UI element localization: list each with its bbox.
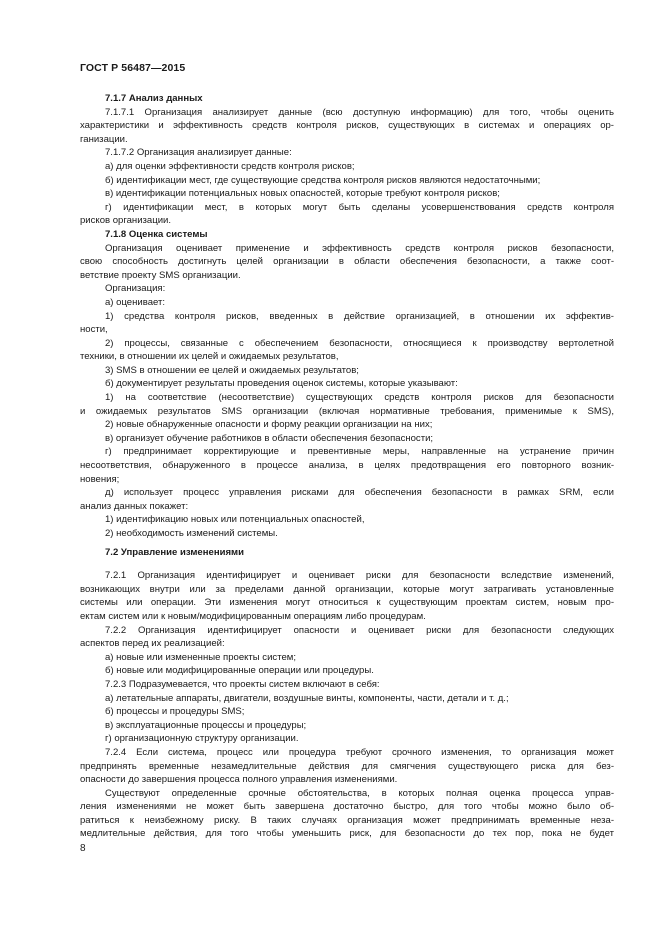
list-item: б) процессы и процедуры SMS;: [105, 706, 245, 718]
paragraph-line: предпринять временные незамедлительные действия для смягчения существующего риска для без-: [80, 760, 614, 772]
paragraph-line: Организация:: [105, 283, 166, 295]
list-item: 2) процессы, связанные с обеспечением безопасности, относящиеся к производству вертолетной: [105, 337, 614, 349]
list-item: г) предпринимает корректирующие и превентивные меры, направленные на устранение причин: [105, 446, 614, 458]
list-item: б) документирует результаты проведения оценок системы, которые указывают:: [105, 378, 458, 390]
list-item: а) для оценки эффективности средств контроля рисков;: [105, 160, 355, 172]
list-item: в) идентификации потенциальных новых опасностей, которые требуют контроля рисков;: [105, 188, 500, 200]
list-item: в) организует обучение работников в области обеспечения безопасности;: [105, 432, 434, 444]
list-item: д) использует процесс управления рисками для обеспечения безопасности в рамках SRM, если: [105, 487, 614, 499]
list-item: а) новые или измененные проекты систем;: [105, 651, 296, 663]
paragraph-line: техники, в отношении их целей и ожидаемых результатов,: [80, 351, 339, 363]
page-number: 8: [80, 843, 86, 854]
paragraph-line: характеристики и эффективность средств контроля рисков, существующих в системах и операциях ор-: [80, 120, 614, 132]
paragraph-line: 7.2.3 Подразумевается, что проекты систем включают в себя:: [105, 678, 380, 690]
paragraph-line: системы или операции. Эти изменения могут относиться к существующим проектам систем, новым про-: [80, 597, 614, 609]
paragraph-line: 7.2.1 Организация идентифицирует и оценивает риски для безопасности вследствие изменений,: [105, 570, 614, 582]
list-item: г) идентификации мест, в которых могут быть сделаны усовершенствования средств контроля: [105, 201, 614, 213]
list-item: б) идентификации мест, где существующие средства контроля рисков являются недостаточными;: [105, 174, 541, 186]
list-item: 3) SMS в отношении ее целей и ожидаемых результатов;: [105, 364, 359, 376]
section-heading: 7.2 Управление изменениями: [105, 546, 244, 558]
paragraph-line: 7.1.7.1 Организация анализирует данные (всю доступную информацию) для того, чтобы оценить: [105, 106, 614, 118]
paragraph-line: ветствие проекту SMS организации.: [80, 269, 241, 281]
paragraph-line: свою способность достигнуть целей организации в области обеспечения безопасности, а также соот-: [80, 256, 614, 268]
paragraph-line: ратиться к неизбежному риску. В таких случаях организация может предпринимать временные неза-: [80, 814, 614, 826]
list-item: 2) необходимость изменений системы.: [105, 528, 278, 539]
section-heading: 7.1.7 Анализ данных: [105, 93, 203, 104]
paragraph-line: несоответствия, обнаруженного в процессе анализа, в целях предотвращения его повторного возник-: [80, 460, 614, 472]
paragraph-line: ности,: [80, 324, 108, 336]
list-item: а) летательные аппараты, двигатели, воздушные винты, компоненты, части, детали и т. д.;: [105, 692, 509, 704]
standard-header: ГОСТ Р 56487—2015: [80, 62, 186, 74]
paragraph-line: 7.2.4 Если система, процесс или процедура требуют срочного изменения, то организация может: [105, 746, 614, 758]
paragraph-line: ектам систем или к новым/модифицированным операциям либо процедурам.: [80, 610, 426, 622]
section-heading: 7.1.8 Оценка системы: [105, 228, 208, 240]
paragraph-line: опасности до завершения процесса полного управления изменениями.: [80, 774, 398, 786]
list-item: 1) идентификацию новых или потенциальных опасностей,: [105, 514, 365, 526]
list-item: а) оценивает:: [105, 296, 166, 308]
paragraph-line: Существуют определенные срочные обстоятельства, в которых полная оценка процесса управ-: [105, 787, 614, 799]
paragraph-line: Организация оценивает применение и эффективность средств контроля рисков безопасности,: [105, 242, 614, 254]
list-item: в) эксплуатационные процессы и процедуры;: [105, 719, 307, 731]
paragraph-line: рисков организации.: [80, 215, 172, 227]
document-body: [80, 92, 614, 841]
list-item: 1) средства контроля рисков, введенных в действие организацией, в отношении их эффектив-: [105, 310, 614, 322]
paragraph-line: медлительные действия, для того чтобы уменьшить риск, для безопасности до тех пор, пока не будет: [80, 828, 614, 840]
paragraph-line: 7.1.7.2 Организация анализирует данные:: [105, 147, 292, 159]
paragraph-line: анализ данных покажет:: [80, 500, 189, 512]
paragraph-line: и ожидаемых результатов SMS организации (включая нормативные требования, применимые к SMS),: [80, 405, 614, 417]
list-item: 2) новые обнаруженные опасности и форму реакции организации на них;: [105, 419, 433, 431]
list-item: г) организационную структуру организации.: [105, 733, 299, 745]
paragraph-line: новения;: [80, 473, 120, 485]
list-item: б) новые или модифицированные операции или процедуры.: [105, 665, 374, 677]
list-item: 1) на соответствие (несоответствие) существующих средств контроля рисков для безопасности: [105, 392, 614, 404]
paragraph-line: ления изменениями не может быть завершена достаточно быстро, для того чтобы можно было об-: [80, 801, 614, 813]
paragraph-line: аспектов перед их реализацией:: [80, 638, 225, 650]
paragraph-line: ганизации.: [80, 133, 128, 145]
paragraph-line: 7.2.2 Организация идентифицирует опасности и оценивает риски для безопасности следующих: [105, 624, 614, 636]
paragraph-line: возникающих внутри или за пределами данной организации, которые могут затрагивать установленные: [80, 583, 614, 595]
